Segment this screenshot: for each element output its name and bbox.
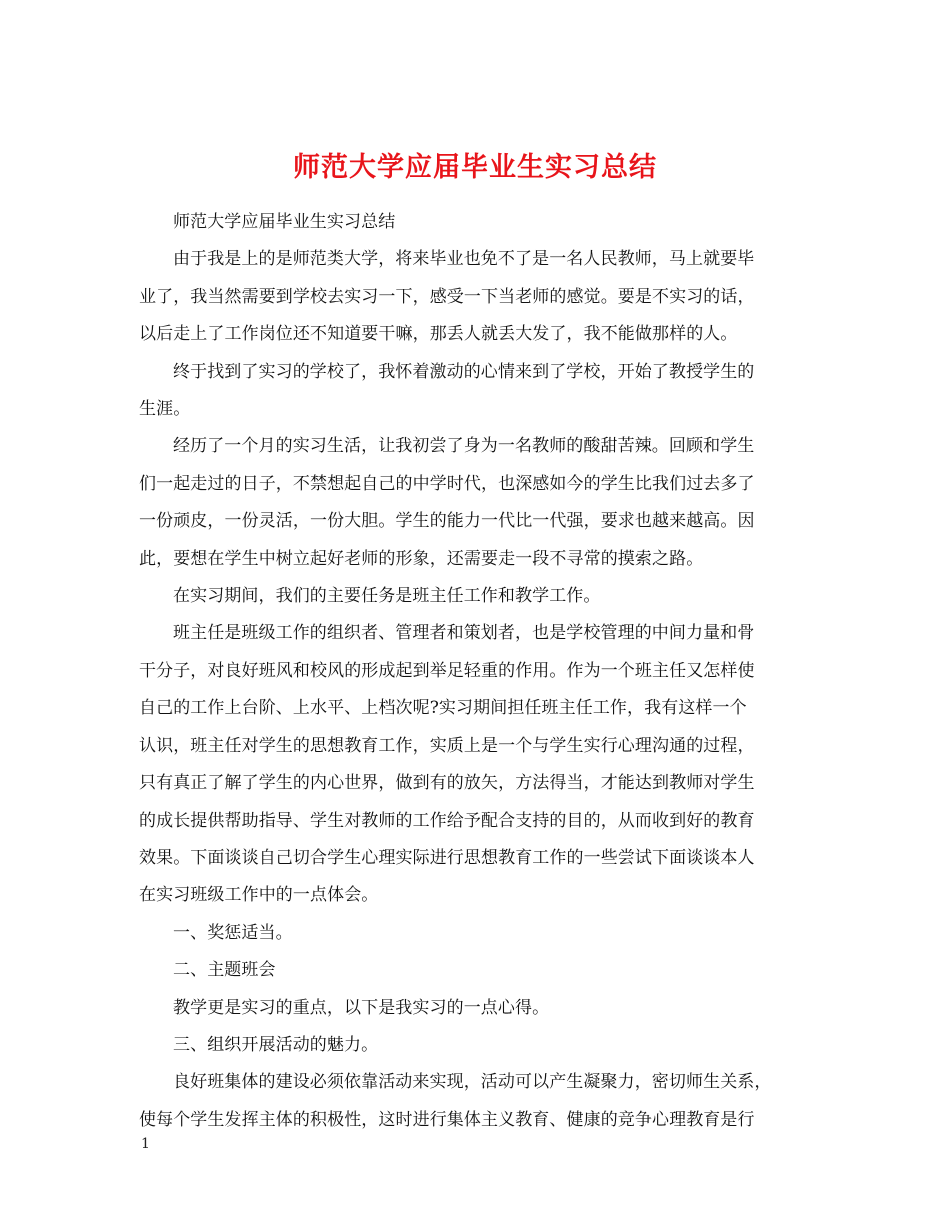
text-line: 教学更是实习的重点，以下是我实习的一点心得。 <box>173 997 550 1018</box>
text-line: 良好班集体的建设必须依靠活动来实现，活动可以产生凝聚力，密切师生关系， <box>173 1072 772 1093</box>
text-line: 二、主题班会 <box>173 960 276 981</box>
text-line: 三、组织开展活动的魅力。 <box>173 1034 379 1055</box>
section-heading-rewards <box>139 915 824 952</box>
text-line: 只有真正了解了学生的内心世界，做到有的放矢，方法得当，才能达到教师对学生 <box>139 773 755 794</box>
paragraph-3 <box>139 428 824 578</box>
text-line: 经历了一个月的实习生活，让我初尝了身为一名教师的酸甜苦辣。回顾和学生 <box>173 436 755 457</box>
text-line: 使每个学生发挥主体的积极性，这时进行集体主义教育、健康的竞争心理教育是行 <box>139 1109 755 1130</box>
text-line: 业了，我当然需要到学校去实习一下，感受一下当老师的感觉。要是不实习的话， <box>139 286 755 307</box>
text-line: 生涯。 <box>139 399 191 420</box>
section-heading-activities <box>139 1027 824 1064</box>
text-line: 在实习期间，我们的主要任务是班主任工作和教学工作。 <box>173 586 601 607</box>
text-line: 在实习班级工作中的一点体会。 <box>139 885 379 906</box>
text-line: 由于我是上的是师范类大学，将来毕业也免不了是一名人民教师，马上就要毕 <box>173 249 755 270</box>
section-heading-class-meeting <box>139 952 824 989</box>
text-line: 以后走上了工作岗位还不知道要干嘛，那丢人就丢大发了，我不能做那样的人。 <box>139 324 738 345</box>
page-number: 1 <box>141 1136 150 1152</box>
document-title: 师范大学应届毕业生实习总结 <box>293 152 657 184</box>
text-line: 干分子，对良好班风和校风的形成起到举足轻重的作用。作为一个班主任又怎样使 <box>139 660 755 681</box>
paragraph-4 <box>139 578 824 615</box>
text-line: 班主任是班级工作的组织者、管理者和策划者，也是学校管理的中间力量和骨 <box>173 623 755 644</box>
text-line: 终于找到了实习的学校了，我怀着激动的心情来到了学校，开始了教授学生的 <box>173 361 755 382</box>
text-line: 们一起走过的日子，不禁想起自己的中学时代，也深感如今的学生比我们过去多了 <box>139 473 755 494</box>
paragraph-1 <box>139 241 824 353</box>
text-line: 的成长提供帮助指导、学生对教师的工作给予配合支持的目的，从而收到好的教育 <box>139 810 755 831</box>
paragraph-intro-title <box>139 204 824 241</box>
text-line: 师范大学应届毕业生实习总结 <box>173 212 396 232</box>
paragraph-6 <box>139 990 824 1027</box>
text-line: 一、奖惩适当。 <box>173 922 293 943</box>
text-line: 此，要想在学生中树立起好老师的形象，还需要走一段不寻常的摸索之路。 <box>139 548 704 569</box>
text-line: 自己的工作上台阶、上水平、上档次呢?实习期间担任班主任工作，我有这样一个 <box>139 698 747 719</box>
paragraph-7 <box>139 1064 824 1139</box>
document-body <box>139 204 824 1139</box>
text-line: 认识，班主任对学生的思想教育工作，实质上是一个与学生实行心理沟通的过程， <box>139 735 755 756</box>
paragraph-2 <box>139 354 824 429</box>
paragraph-5 <box>139 615 824 914</box>
text-line: 效果。下面谈谈自己切合学生心理实际进行思想教育工作的一些尝试下面谈谈本人 <box>139 847 755 868</box>
text-line: 一份顽皮，一份灵活，一份大胆。学生的能力一代比一代强，要求也越来越高。因 <box>139 511 755 532</box>
